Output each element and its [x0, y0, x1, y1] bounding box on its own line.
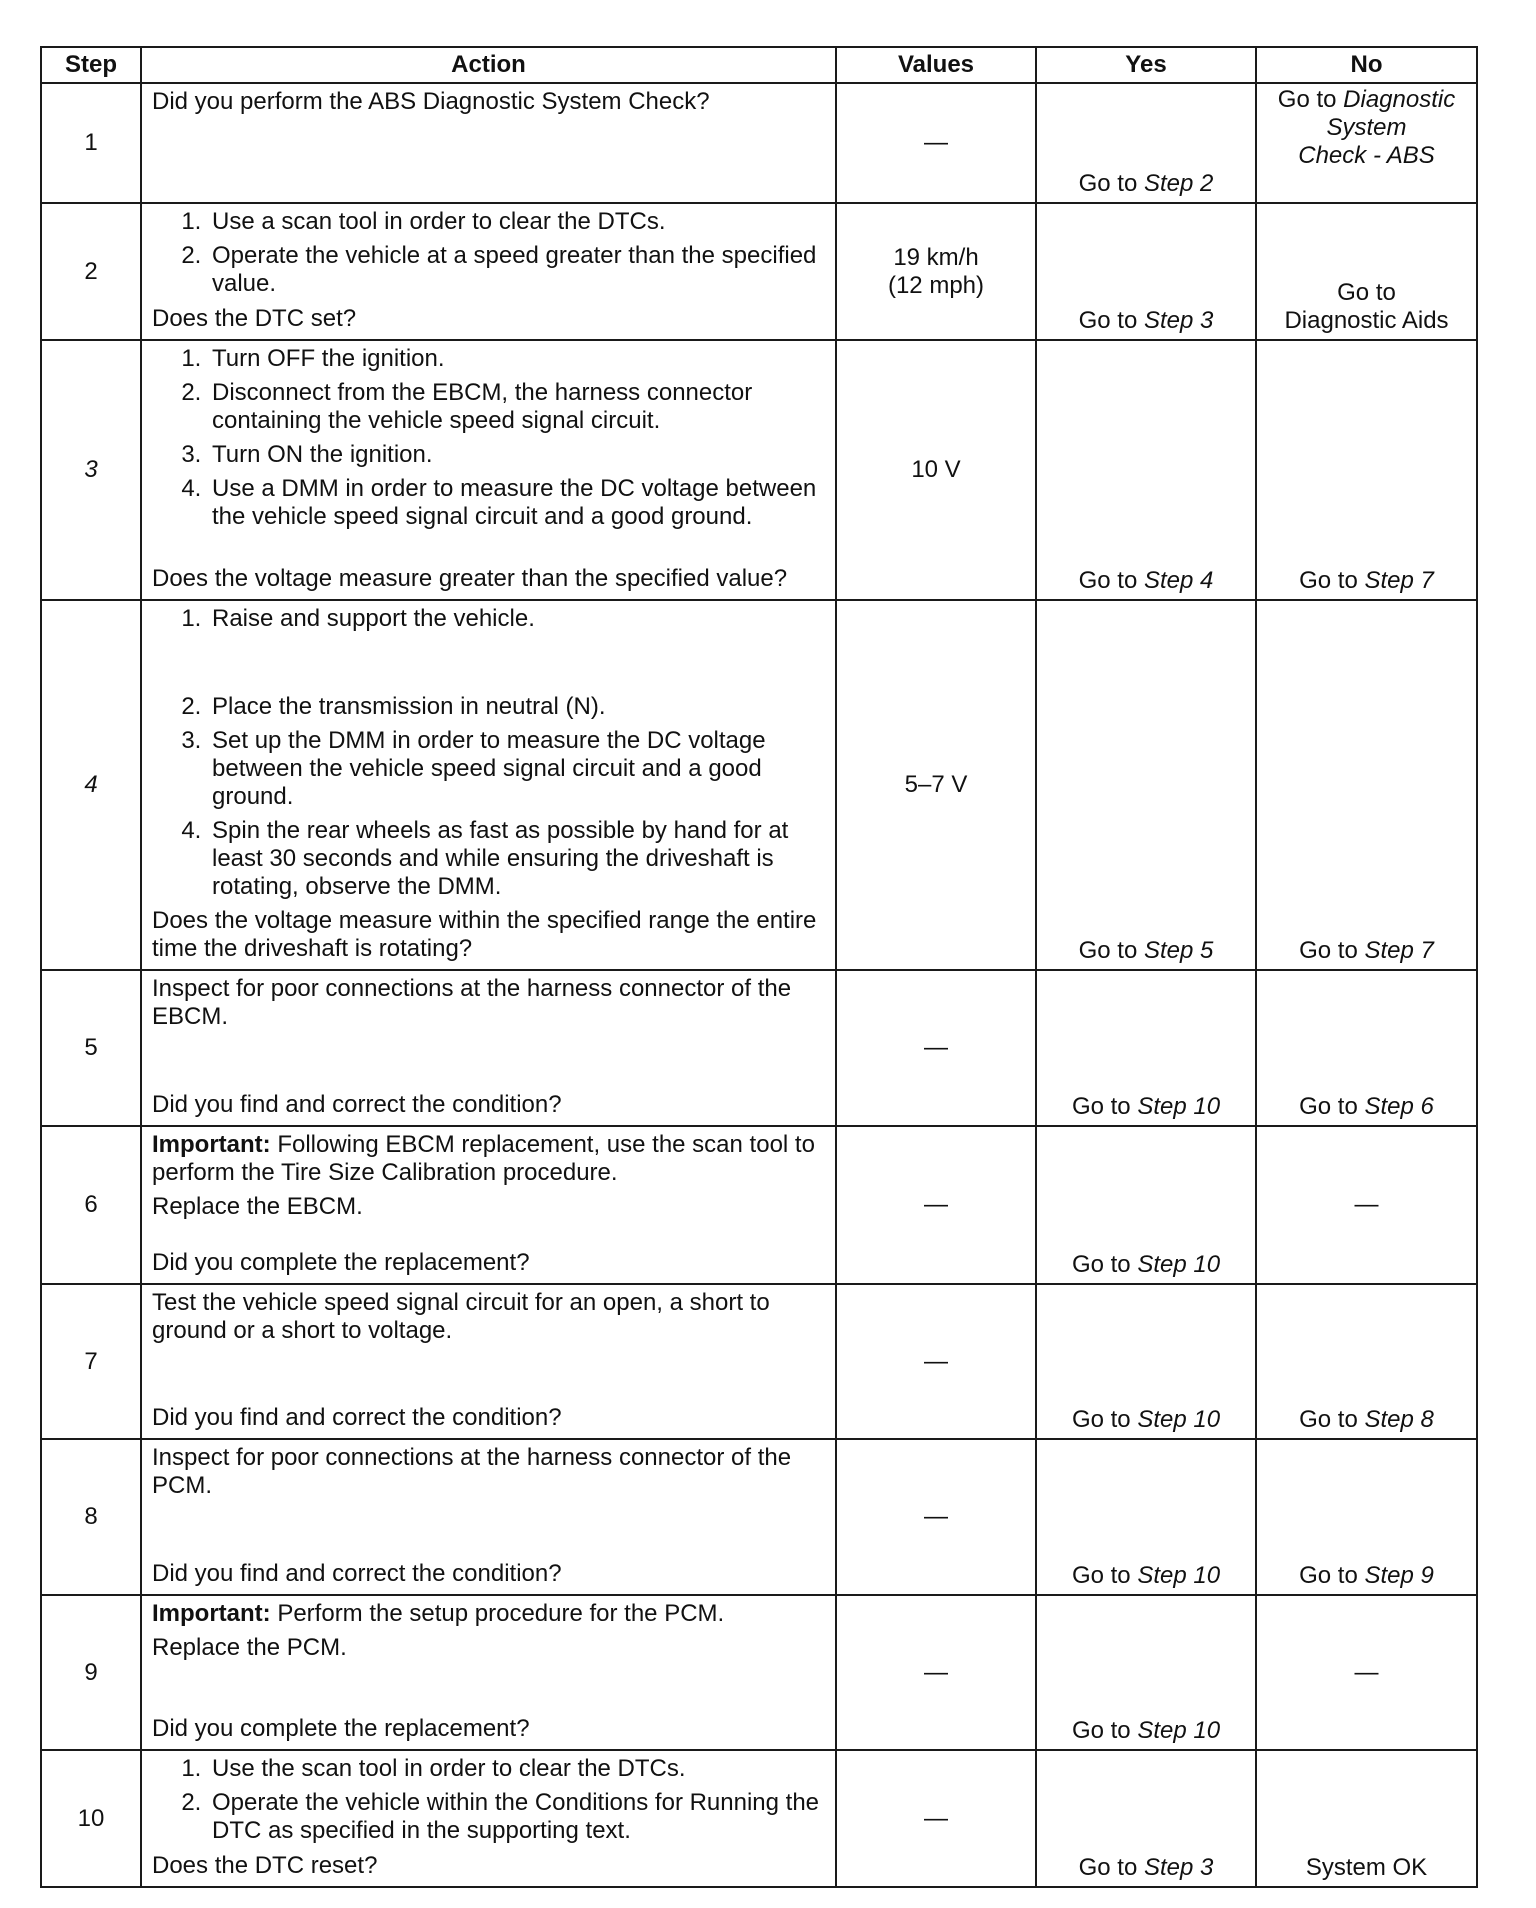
yes-link[interactable]: Step 10 [1137, 1251, 1221, 1278]
action-step-item: 2. Operate the vehicle within the Conditions for Running the DTC as specified in the supporting text. [208, 1789, 825, 1845]
value-cell: 5–7 V [836, 600, 1036, 970]
important-label: Important: [152, 1600, 271, 1627]
action-question: Did you complete the replacement? [152, 1715, 530, 1742]
header-no: No [1256, 47, 1477, 83]
no-cell [1256, 83, 1477, 203]
action-question: Did you complete the replacement? [152, 1249, 530, 1276]
action-step-item: 2. Place the transmission in neutral (N). [208, 693, 825, 721]
step-number: 6 [41, 1126, 141, 1284]
no-prefix: Go to [1299, 937, 1358, 964]
value-cell: — [836, 1750, 1036, 1887]
action-text: Did you perform the ABS Diagnostic System Check? [152, 88, 710, 115]
table-header-row [41, 47, 1477, 83]
action-step-item: 1. Raise and support the vehicle. [208, 605, 825, 633]
no-prefix: Go to [1299, 1562, 1358, 1589]
no-link[interactable]: Step 7 [1364, 567, 1434, 594]
step-number: 3 [41, 340, 141, 600]
value-cell: — [836, 83, 1036, 203]
no-link[interactable]: Step 9 [1364, 1562, 1434, 1589]
yes-prefix: Go to [1071, 1093, 1131, 1120]
no-target-line-2: System [1326, 114, 1407, 141]
no-cell [1256, 1439, 1477, 1595]
action-text: Test the vehicle speed signal circuit for an open, a short to ground or a short to voltage. [152, 1289, 770, 1344]
action-cell [141, 600, 836, 970]
header-values: Values [836, 47, 1036, 83]
header-yes: Yes [1036, 47, 1256, 83]
action-text: Replace the PCM. [152, 1634, 347, 1661]
action-cell [141, 970, 836, 1126]
yes-link[interactable]: Step 10 [1137, 1717, 1221, 1744]
no-text: System OK [1305, 1854, 1428, 1881]
important-text: Perform the setup procedure for the PCM. [277, 1600, 725, 1627]
action-step-item: 3. Turn ON the ignition. [208, 441, 825, 469]
yes-cell [1036, 600, 1256, 970]
yes-link[interactable]: Step 10 [1137, 1406, 1221, 1433]
value-line-2: (12 mph) [887, 271, 985, 299]
no-prefix: Go to [1277, 86, 1337, 113]
action-text: Inspect for poor connections at the harness connector of the EBCM. [152, 975, 792, 1030]
table-row [41, 340, 1477, 600]
value-cell: — [836, 1595, 1036, 1750]
important-note [152, 1131, 825, 1187]
action-step-item: 1. Use the scan tool in order to clear the DTCs. [208, 1755, 825, 1783]
yes-prefix: Go to [1071, 1406, 1131, 1433]
no-target-line-3: Check - ABS [1298, 142, 1435, 169]
table-row [41, 1595, 1477, 1750]
yes-link[interactable]: Step 3 [1143, 307, 1214, 334]
action-step-item: 4. Use a DMM in order to measure the DC voltage between the vehicle speed signal circuit and a good ground. [208, 475, 825, 531]
yes-prefix: Go to [1078, 307, 1138, 334]
no-target-line-1: Diagnostic [1343, 86, 1456, 113]
value-cell [836, 203, 1036, 340]
yes-prefix: Go to [1071, 1562, 1131, 1589]
header-action: Action [141, 47, 836, 83]
important-label: Important: [152, 1131, 271, 1158]
action-cell [141, 340, 836, 600]
no-link[interactable]: Step 8 [1364, 1406, 1434, 1433]
no-cell [1256, 1750, 1477, 1887]
action-cell [141, 83, 836, 203]
action-question: Does the voltage measure within the specified range the entire time the driveshaft is rotating? [152, 907, 817, 962]
value-cell: — [836, 1126, 1036, 1284]
action-cell [141, 1750, 836, 1887]
yes-cell [1036, 1126, 1256, 1284]
action-cell [141, 1439, 836, 1595]
yes-link[interactable]: Step 10 [1137, 1562, 1221, 1589]
table-row [41, 1439, 1477, 1595]
action-question: Does the DTC set? [152, 305, 357, 332]
action-steps [152, 1755, 825, 1845]
step-number: 1 [41, 83, 141, 203]
value-cell: — [836, 1439, 1036, 1595]
step-number: 8 [41, 1439, 141, 1595]
yes-prefix: Go to [1078, 170, 1138, 197]
step-number: 2 [41, 203, 141, 340]
value-cell: — [836, 970, 1036, 1126]
action-step-item: 2. Operate the vehicle at a speed greater than the specified value. [208, 242, 825, 298]
diagnostic-table [40, 46, 1478, 1888]
action-step-item: 3. Set up the DMM in order to measure the DC voltage between the vehicle speed signal circuit and a good ground. [208, 727, 825, 811]
important-text: Following EBCM replacement, use the scan tool to perform the Tire Size Calibration procedure. [152, 1131, 815, 1186]
yes-prefix: Go to [1078, 937, 1138, 964]
no-text: — [1354, 1658, 1379, 1686]
table-row [41, 970, 1477, 1126]
action-question: Did you find and correct the condition? [152, 1091, 562, 1118]
no-link[interactable]: Step 6 [1364, 1093, 1434, 1120]
action-step-item: 2. Disconnect from the EBCM, the harness connector containing the vehicle speed signal circuit. [208, 379, 825, 435]
no-link[interactable]: Step 7 [1364, 937, 1434, 964]
step-number: 4 [41, 600, 141, 970]
action-step-item: 1. Turn OFF the ignition. [208, 345, 825, 373]
action-cell [141, 1595, 836, 1750]
action-question: Did you find and correct the condition? [152, 1560, 562, 1587]
yes-prefix: Go to [1071, 1717, 1131, 1744]
no-cell [1256, 203, 1477, 340]
action-text: Inspect for poor connections at the harness connector of the PCM. [152, 1444, 792, 1499]
yes-link[interactable]: Step 4 [1143, 567, 1214, 594]
table-row [41, 1284, 1477, 1439]
yes-link[interactable]: Step 10 [1137, 1093, 1221, 1120]
no-cell [1256, 340, 1477, 600]
step-number: 5 [41, 970, 141, 1126]
yes-cell [1036, 1439, 1256, 1595]
diagnostic-table-sheet [40, 46, 1476, 1888]
yes-cell [1036, 970, 1256, 1126]
action-question: Did you find and correct the condition? [152, 1404, 562, 1431]
yes-prefix: Go to [1071, 1251, 1131, 1278]
action-cell [141, 203, 836, 340]
yes-prefix: Go to [1078, 567, 1138, 594]
no-line-1: Go to [1337, 279, 1396, 306]
important-note [152, 1600, 825, 1628]
step-number: 7 [41, 1284, 141, 1439]
yes-cell [1036, 1750, 1256, 1887]
no-prefix: Go to [1299, 567, 1358, 594]
action-question: Does the DTC reset? [152, 1852, 378, 1879]
header-step: Step [41, 47, 141, 83]
no-cell [1256, 970, 1477, 1126]
action-cell [141, 1284, 836, 1439]
yes-link[interactable]: Step 5 [1143, 937, 1214, 964]
yes-cell [1036, 1595, 1256, 1750]
value-line-1: 19 km/h [893, 243, 979, 271]
no-cell [1256, 1284, 1477, 1439]
no-cell [1256, 1126, 1477, 1284]
table-row [41, 1126, 1477, 1284]
step-number: 9 [41, 1595, 141, 1750]
value-cell: — [836, 1284, 1036, 1439]
no-link[interactable] [1257, 279, 1476, 335]
no-link[interactable] [1257, 84, 1476, 170]
table-row [41, 203, 1477, 340]
yes-link[interactable]: Step 2 [1143, 170, 1214, 197]
yes-link[interactable]: Step 3 [1143, 1854, 1214, 1881]
step-number: 10 [41, 1750, 141, 1887]
yes-cell [1036, 83, 1256, 203]
action-step-item: 1. Use a scan tool in order to clear the DTCs. [208, 208, 825, 236]
action-step-item: 4. Spin the rear wheels as fast as possible by hand for at least 30 seconds and while ensuring the driveshaft is rotating, observe the DMM. [208, 817, 825, 901]
no-prefix: Go to [1299, 1406, 1358, 1433]
yes-cell [1036, 1284, 1256, 1439]
no-cell [1256, 1595, 1477, 1750]
yes-cell [1036, 203, 1256, 340]
table-row [41, 600, 1477, 970]
value-cell: 10 V [836, 340, 1036, 600]
yes-cell [1036, 340, 1256, 600]
table-row [41, 83, 1477, 203]
no-line-2: Diagnostic Aids [1284, 307, 1449, 334]
action-steps [152, 345, 825, 531]
no-text: — [1354, 1191, 1379, 1218]
yes-prefix: Go to [1078, 1854, 1138, 1881]
no-cell [1256, 600, 1477, 970]
action-question: Does the voltage measure greater than the specified value? [152, 565, 788, 592]
action-text: Replace the EBCM. [152, 1193, 363, 1220]
table-row [41, 1750, 1477, 1887]
action-steps [152, 208, 825, 298]
action-cell [141, 1126, 836, 1284]
no-prefix: Go to [1299, 1093, 1358, 1120]
action-steps [152, 605, 825, 901]
